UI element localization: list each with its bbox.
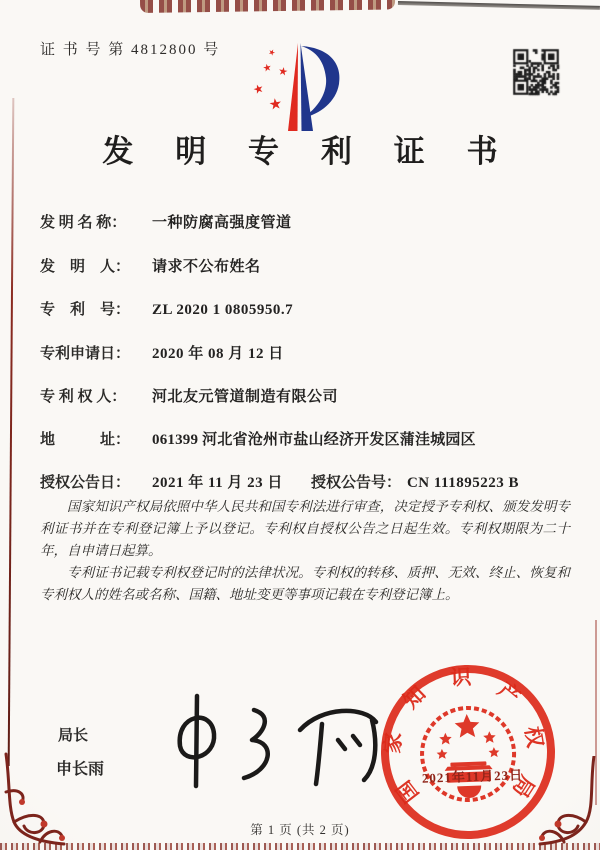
top-border-ornament xyxy=(140,0,395,13)
field-label: 发 明 名 称： xyxy=(40,215,127,231)
legal-paragraph-1: 国家知识产权局依照中华人民共和国专利法进行审查，决定授予专利权、颁发发明专利证书并在专利登记簿上予以登记。专利权自授权公告之日起生效。专利权期限为二十年，自申请日起算。 xyxy=(40,499,570,558)
legal-text xyxy=(40,496,570,606)
seal-org-text: 国家知识产权局 xyxy=(380,664,548,808)
field-patentee xyxy=(40,385,574,406)
seal-date: 2021年11月23日 xyxy=(421,767,524,786)
star-icon: ★ xyxy=(277,65,289,79)
qr-code xyxy=(511,47,561,97)
field-value: ZL 2020 1 0805950.7 xyxy=(152,302,294,318)
cnipa-logo xyxy=(238,40,370,134)
field-grant-number xyxy=(311,471,519,492)
left-border-line xyxy=(8,98,15,766)
field-label: 专 利 权 人： xyxy=(40,389,127,405)
field-label: 专 利 号： xyxy=(40,302,131,318)
field-value: 河北友元管道制造有限公司 xyxy=(152,389,339,405)
legal-paragraph-2: 专利证书记载专利权登记时的法律状况。专利权的转移、质押、无效、终止、恢复和专利权人的姓名或名称、国籍、地址变更等事项记载在专利登记簿上。 xyxy=(40,565,570,602)
field-value: 061399 河北省沧州市盐山经济开发区蒲洼城园区 xyxy=(152,432,476,448)
national-emblem xyxy=(420,706,515,801)
field-value: 2021 年 11 月 23 日 xyxy=(152,475,283,491)
star-icon: ★ xyxy=(267,96,284,114)
signature-handwriting xyxy=(150,688,380,793)
page-footer: 第 1 页 (共 2 页) xyxy=(250,823,350,837)
field-value: CN 111895223 B xyxy=(406,475,519,491)
field-label: 授权公告号： xyxy=(310,475,401,491)
field-value: 请求不公布姓名 xyxy=(152,259,261,275)
page-title: 发 明 专 利 证 书 xyxy=(102,134,515,169)
field-address xyxy=(40,428,574,449)
field-value: 2020 年 08 月 12 日 xyxy=(152,346,284,362)
star-icon: ★ xyxy=(251,80,266,98)
field-label: 发 明 人： xyxy=(40,259,131,275)
field-label: 地 址： xyxy=(40,432,131,448)
field-filing-date xyxy=(40,342,574,363)
certificate-number: 证 书 号 第 4812800 号 xyxy=(40,42,221,58)
field-value: 一种防腐高强度管道 xyxy=(152,215,292,231)
star-icon: ★ xyxy=(266,46,277,59)
field-invention-name xyxy=(40,211,574,232)
bottom-border-fringe xyxy=(0,843,600,850)
signer-role: 局长 xyxy=(58,727,89,744)
field-patent-number xyxy=(40,298,574,319)
signer-name: 申长雨 xyxy=(56,761,105,778)
star-icon: ★ xyxy=(261,62,273,75)
field-inventor xyxy=(40,255,574,276)
field-label: 授权公告日： xyxy=(40,475,131,491)
field-grant-date-and-number xyxy=(40,471,574,492)
field-label: 专利申请日： xyxy=(40,346,131,362)
official-seal xyxy=(375,659,561,845)
page-edge-line xyxy=(398,1,600,10)
